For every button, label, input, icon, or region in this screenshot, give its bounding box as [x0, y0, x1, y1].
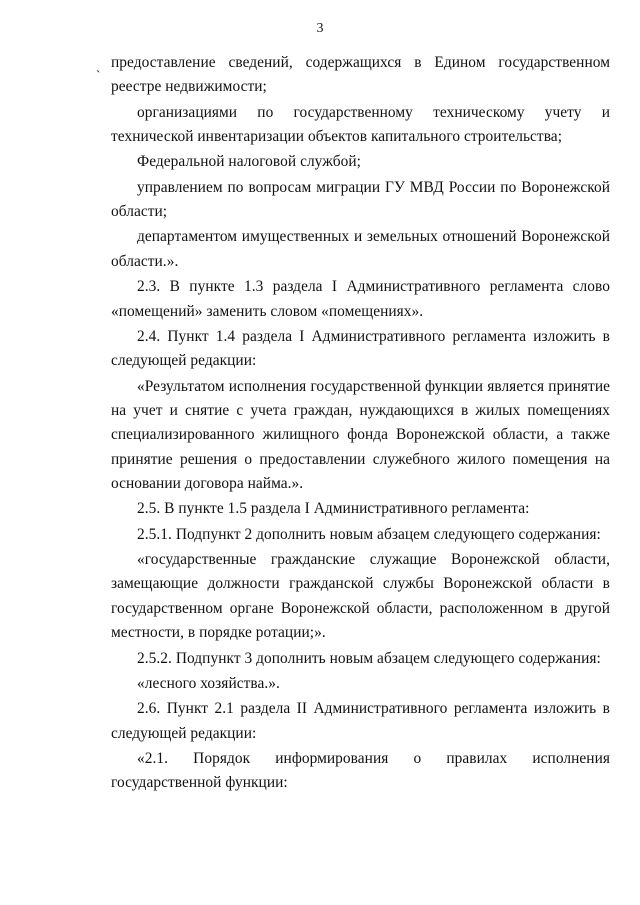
- paragraph: «Результатом исполнения государственной функции является принятие на учет и снятие с учета граждан, нуждающихся в жилых помещениях специализированного жилищного фонда Воронежской области, а также принятие решения о предоставлении служебного жилого помещения на основании договора найма.».: [111, 377, 610, 493]
- paragraph: предоставление сведений, содержащихся в Едином государственном реестре недвижимости;: [111, 54, 610, 96]
- paragraph: управлением по вопросам миграции ГУ МВД России по Воронежской области;: [111, 178, 610, 221]
- paragraph: 2.5.1. Подпункт 2 дополнить новым абзацем следующего содержания:: [137, 525, 601, 543]
- document-body: [111, 51, 610, 797]
- paragraph: 2.3. В пункте 1.3 раздела I Административного регламента слово «помещений» заменить словом «помещениях».: [111, 278, 610, 320]
- paragraph: «2.1. Порядок информирования о правилах исполнения государственной функции:: [111, 749, 610, 792]
- paragraph: 2.6. Пункт 2.1 раздела II Административного регламента изложить в следующей редакции:: [111, 700, 610, 742]
- paragraph: 2.5. В пункте 1.5 раздела I Административного регламента:: [137, 500, 530, 518]
- paragraph: 2.5.2. Подпункт 3 дополнить новым абзацем следующего содержания:: [137, 649, 601, 667]
- paragraph: организациями по государственному техническому учету и технической инвентаризации объектов капитального строительства;: [111, 103, 610, 146]
- paragraph: Федеральной налоговой службой;: [137, 153, 361, 171]
- corner-mark: ˎ: [96, 58, 101, 73]
- paragraph: 2.4. Пункт 1.4 раздела I Административного регламента изложить в следующей редакции:: [111, 327, 610, 370]
- paragraph: «лесного хозяйства.».: [137, 674, 280, 692]
- paragraph: департаментом имущественных и земельных отношений Воронежской области.».: [111, 228, 610, 270]
- paragraph: «государственные гражданские служащие Воронежской области, замещающие должности гражданской службы Воронежской области в государственном органе Воронежской области, расположенном в другой местности, в порядке ротации;».: [111, 551, 610, 642]
- page-number: 3: [316, 21, 324, 36]
